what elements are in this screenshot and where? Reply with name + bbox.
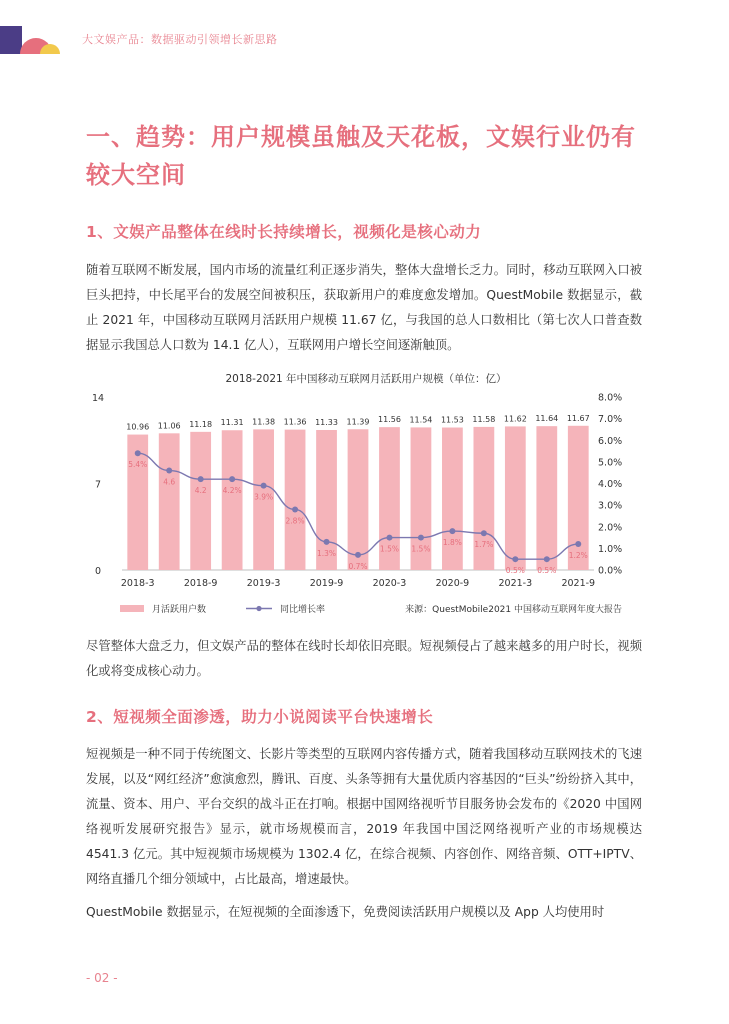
section-title: 一、趋势：用户规模虽触及天花板，文娱行业仍有较大空间 xyxy=(86,123,636,189)
bar-label: 11.64 xyxy=(535,414,559,424)
growth-rate-point xyxy=(166,468,172,474)
growth-rate-point xyxy=(449,528,455,534)
growth-rate-label: 1.7% xyxy=(474,540,494,550)
growth-rate-point xyxy=(229,476,235,482)
y-left-tick-label: 7 xyxy=(94,479,102,491)
growth-rate-label: 5.4% xyxy=(128,460,148,470)
bar-2019-12 xyxy=(348,429,369,570)
growth-rate-point xyxy=(418,535,424,541)
growth-rate-point xyxy=(261,483,267,489)
bar-2021-3 xyxy=(505,426,526,570)
bar-2021-6 xyxy=(536,426,557,570)
x-tick-label: 2019-9 xyxy=(309,578,344,589)
growth-rate-point xyxy=(544,556,550,562)
growth-rate-label: 0.5% xyxy=(505,566,525,576)
legend-label-bars: 月活跃用户数 xyxy=(152,605,207,615)
bar-2020-9 xyxy=(442,428,463,570)
growth-rate-point xyxy=(386,535,392,541)
subsection-title-1: 1、文娱产品整体在线时长持续增长，视频化是核心动力 xyxy=(86,223,482,241)
y-left-tick-label: 0 xyxy=(94,566,102,577)
paragraph-1: 随着互联网不断发展，国内市场的流量红利正逐步消失，整体大盘增长乏力。同时，移动互联网入口被巨头把持，中长尾平台的发展空间被积压，获取新用户的难度愈发增加。QuestMobile 数据显示，截止 2021 年，中国移动互联网月活跃用户规模 11.67 亿，与我国的总人口数相比（第七次人口普查数据显示我国总人口数为 14.1 亿人），互联网用户增长空间逐渐触顶。 xyxy=(86,263,642,352)
growth-rate-point xyxy=(481,530,487,536)
bar-2018-6 xyxy=(159,433,180,570)
bar-2018-12 xyxy=(222,430,243,570)
bar-label: 11.06 xyxy=(157,421,181,431)
mau-chart xyxy=(86,366,646,626)
y-right-tick-label: 1.0% xyxy=(598,543,623,555)
bar-label: 11.53 xyxy=(440,415,464,425)
brand-logo xyxy=(0,14,70,54)
growth-rate-label: 0.7% xyxy=(348,561,368,571)
bar-label: 11.33 xyxy=(315,417,338,427)
y-right-tick-label: 0.0% xyxy=(598,565,623,577)
bar-label: 11.31 xyxy=(220,418,244,428)
paragraph-3: 短视频是一种不同于传统图文、长影片等类型的互联网内容传播方式，随着我国移动互联网技术的飞速发展，以及“网红经济”愈演愈烈，腾讯、百度、头条等拥有大量优质内容基因的“巨头”纷纷挤入其中，流量、资本、用户、平台交织的战斗正在打响。根据中国网络视听节目服务协会发布的《2020 中国网络视听发展研究报告》显示，就市场规模而言，2019 年我国中国泛网络视听产业的市场规模达 4541.3 亿元。其中短视频市场规模为 1302.4 亿，在综合视频、内容创作、网络音频、OTT+IPTV、网络直播几个细分领域中，占比最高，增速最快。 xyxy=(86,747,642,886)
growth-rate-label: 1.5% xyxy=(411,544,431,554)
y-right-tick-label: 2.0% xyxy=(598,522,623,534)
growth-rate-label: 2.8% xyxy=(285,516,305,526)
page-number: - 02 - xyxy=(86,971,118,985)
growth-rate-point xyxy=(512,556,518,562)
bar-label: 11.67 xyxy=(566,413,590,423)
growth-rate-point xyxy=(575,541,581,547)
x-tick-label: 2018-9 xyxy=(183,578,218,589)
growth-rate-point xyxy=(324,539,330,545)
header-title: 大文娱产品：数据驱动引领增长新思路 xyxy=(82,33,278,46)
bar-2021-9 xyxy=(568,426,589,570)
x-tick-label: 2019-3 xyxy=(246,578,281,589)
paragraph-2: 尽管整体大盘乏力，但文娱产品的整体在线时长却依旧亮眼。短视频侵占了越来越多的用户时长，视频化或将变成核心动力。 xyxy=(86,639,642,678)
y-right-tick-label: 8.0% xyxy=(598,392,623,404)
bar-label: 11.62 xyxy=(503,414,527,424)
growth-rate-label: 4.6 xyxy=(163,477,176,487)
y-right-tick-label: 6.0% xyxy=(598,435,623,447)
x-tick-label: 2021-9 xyxy=(561,578,596,589)
subsection-title-2: 2、短视频全面渗透，助力小说阅读平台快速增长 xyxy=(86,708,434,726)
bar-label: 11.54 xyxy=(409,415,433,425)
x-tick-label: 2021-3 xyxy=(498,578,533,589)
growth-rate-point xyxy=(355,552,361,558)
chart-plot-area xyxy=(92,393,622,616)
chart-source: 来源：QuestMobile2021 中国移动互联网年度大报告 xyxy=(405,605,622,615)
legend-label-line: 同比增长率 xyxy=(280,605,326,615)
growth-rate-label: 3.9% xyxy=(254,492,274,502)
bar-label: 11.38 xyxy=(252,417,276,427)
x-tick-label: 2018-3 xyxy=(120,578,155,589)
bar-label: 11.56 xyxy=(378,415,401,425)
growth-rate-point xyxy=(198,476,204,482)
growth-rate-point xyxy=(135,450,141,456)
paragraph-4: QuestMobile 数据显示，在短视频的全面渗透下，免费阅读活跃用户规模以及 App 人均使用时 xyxy=(86,905,605,919)
x-tick-label: 2020-9 xyxy=(435,578,470,589)
bar-label: 11.18 xyxy=(189,419,213,429)
bar-label: 10.96 xyxy=(126,422,150,432)
bar-2019-6 xyxy=(285,430,306,570)
growth-rate-label: 1.2% xyxy=(568,551,588,561)
y-right-tick-label: 4.0% xyxy=(598,479,623,490)
logo-purple-block xyxy=(0,26,22,54)
growth-rate-label: 4.2% xyxy=(222,486,242,496)
legend-swatch-bars xyxy=(120,605,144,612)
bar-label: 11.36 xyxy=(283,417,307,427)
legend-swatch-marker xyxy=(256,606,261,611)
y-right-tick-label: 7.0% xyxy=(598,414,623,426)
y-right-tick-label: 3.0% xyxy=(598,500,623,512)
growth-rate-label: 0.5% xyxy=(537,566,557,576)
bar-label: 11.58 xyxy=(472,414,496,424)
bar-label: 11.39 xyxy=(346,417,370,427)
growth-rate-label: 1.8% xyxy=(442,538,462,548)
chart-title: 2018-2021 年中国移动互联网月活跃用户规模（单位：亿） xyxy=(225,373,507,385)
y-left-tick-label: 14 xyxy=(91,393,105,404)
growth-rate-point xyxy=(292,506,298,512)
growth-rate-label: 4.2 xyxy=(194,486,207,496)
y-right-tick-label: 5.0% xyxy=(598,457,623,469)
growth-rate-label: 1.3% xyxy=(317,548,337,558)
x-tick-label: 2020-3 xyxy=(372,578,407,589)
growth-rate-label: 1.5% xyxy=(379,544,399,554)
bar-2018-9 xyxy=(190,432,211,570)
